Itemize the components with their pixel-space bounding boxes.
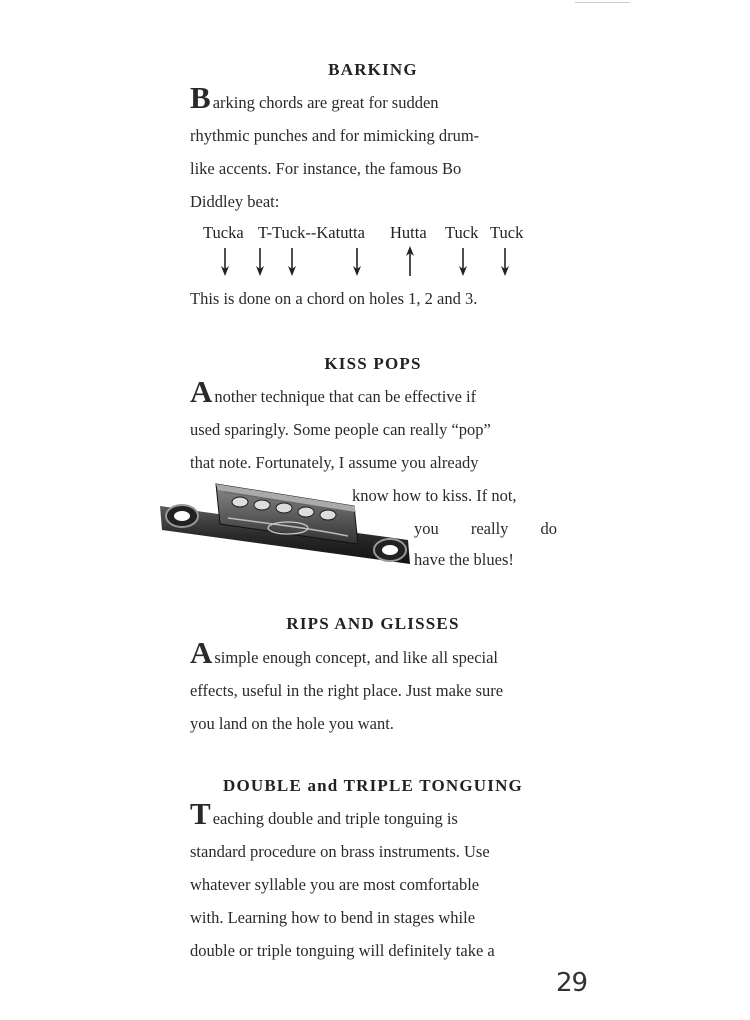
paragraph-kiss-pops-wrap [414,512,557,545]
top-edge-rule [575,2,630,3]
heading-rips-and-glisses: RIPS AND GLISSES [286,614,460,633]
heading-kiss-pops: KISS POPS [324,354,422,373]
text-line: double or triple tonguing will definitely take a [190,941,495,960]
paragraph-kiss-pops-wrap [414,543,557,576]
text-line: effects, useful in the right place. Just make sure [190,681,504,700]
arrow-down-icon [351,246,363,278]
arrow-down-icon [254,246,266,278]
text-line: have the blues! [414,550,514,569]
dropcap: B [190,80,211,115]
heading-double-triple-tonguing: DOUBLE and TRIPLE TONGUING [223,776,523,795]
dropcap: A [190,635,213,670]
text-line: know how to kiss. If not, [352,486,517,505]
harmonica-illustration [158,478,414,574]
arrow-up-icon [404,246,416,278]
paragraph-kiss-pops [190,374,557,479]
text-line: used sparingly. Some people can really “pop” [190,420,491,439]
beat-syllable: Tuck [490,223,524,242]
beat-caption: This is done on a chord on holes 1, 2 and 3. [190,289,478,308]
text-line: eaching double and triple tonguing is [212,809,458,828]
beat-syllable: Hutta [390,223,427,242]
text-line: whatever syllable you are most comfortable [190,875,480,894]
text-line: Diddley beat: [190,192,280,211]
paragraph-double-triple-tonguing [190,796,557,967]
beat-syllable: Tuck [445,223,479,242]
beat-syllable: Tucka [203,223,244,242]
text-line: like accents. For instance, the famous Bo [190,159,462,178]
arrow-down-icon [286,246,298,278]
text-line: that note. Fortunately, I assume you already [190,453,479,472]
arrow-down-icon [219,246,231,278]
dropcap: T [190,796,211,831]
text-line: nother technique that can be effective if [214,387,477,406]
text-line: standard procedure on brass instruments. Use [190,842,490,861]
dropcap: A [190,374,213,409]
paragraph-barking [190,80,557,218]
arrow-down-icon [457,246,469,278]
text-line: rhythmic punches and for mimicking drum- [190,126,480,145]
breath-arrows [0,244,750,284]
paragraph-rips-and-glisses [190,635,557,740]
text-line: you land on the hole you want. [190,714,394,733]
text-line: simple enough concept, and like all special [214,648,499,667]
beat-syllable: T-Tuck--Katutta [258,223,365,242]
heading-barking: BARKING [328,60,418,79]
arrow-down-icon [499,246,511,278]
page-number: 29 [556,968,588,998]
text-line: with. Learning how to bend in stages while [190,908,476,927]
text-line: you really do [414,519,557,538]
text-line: arking chords are great for sudden [212,93,439,112]
